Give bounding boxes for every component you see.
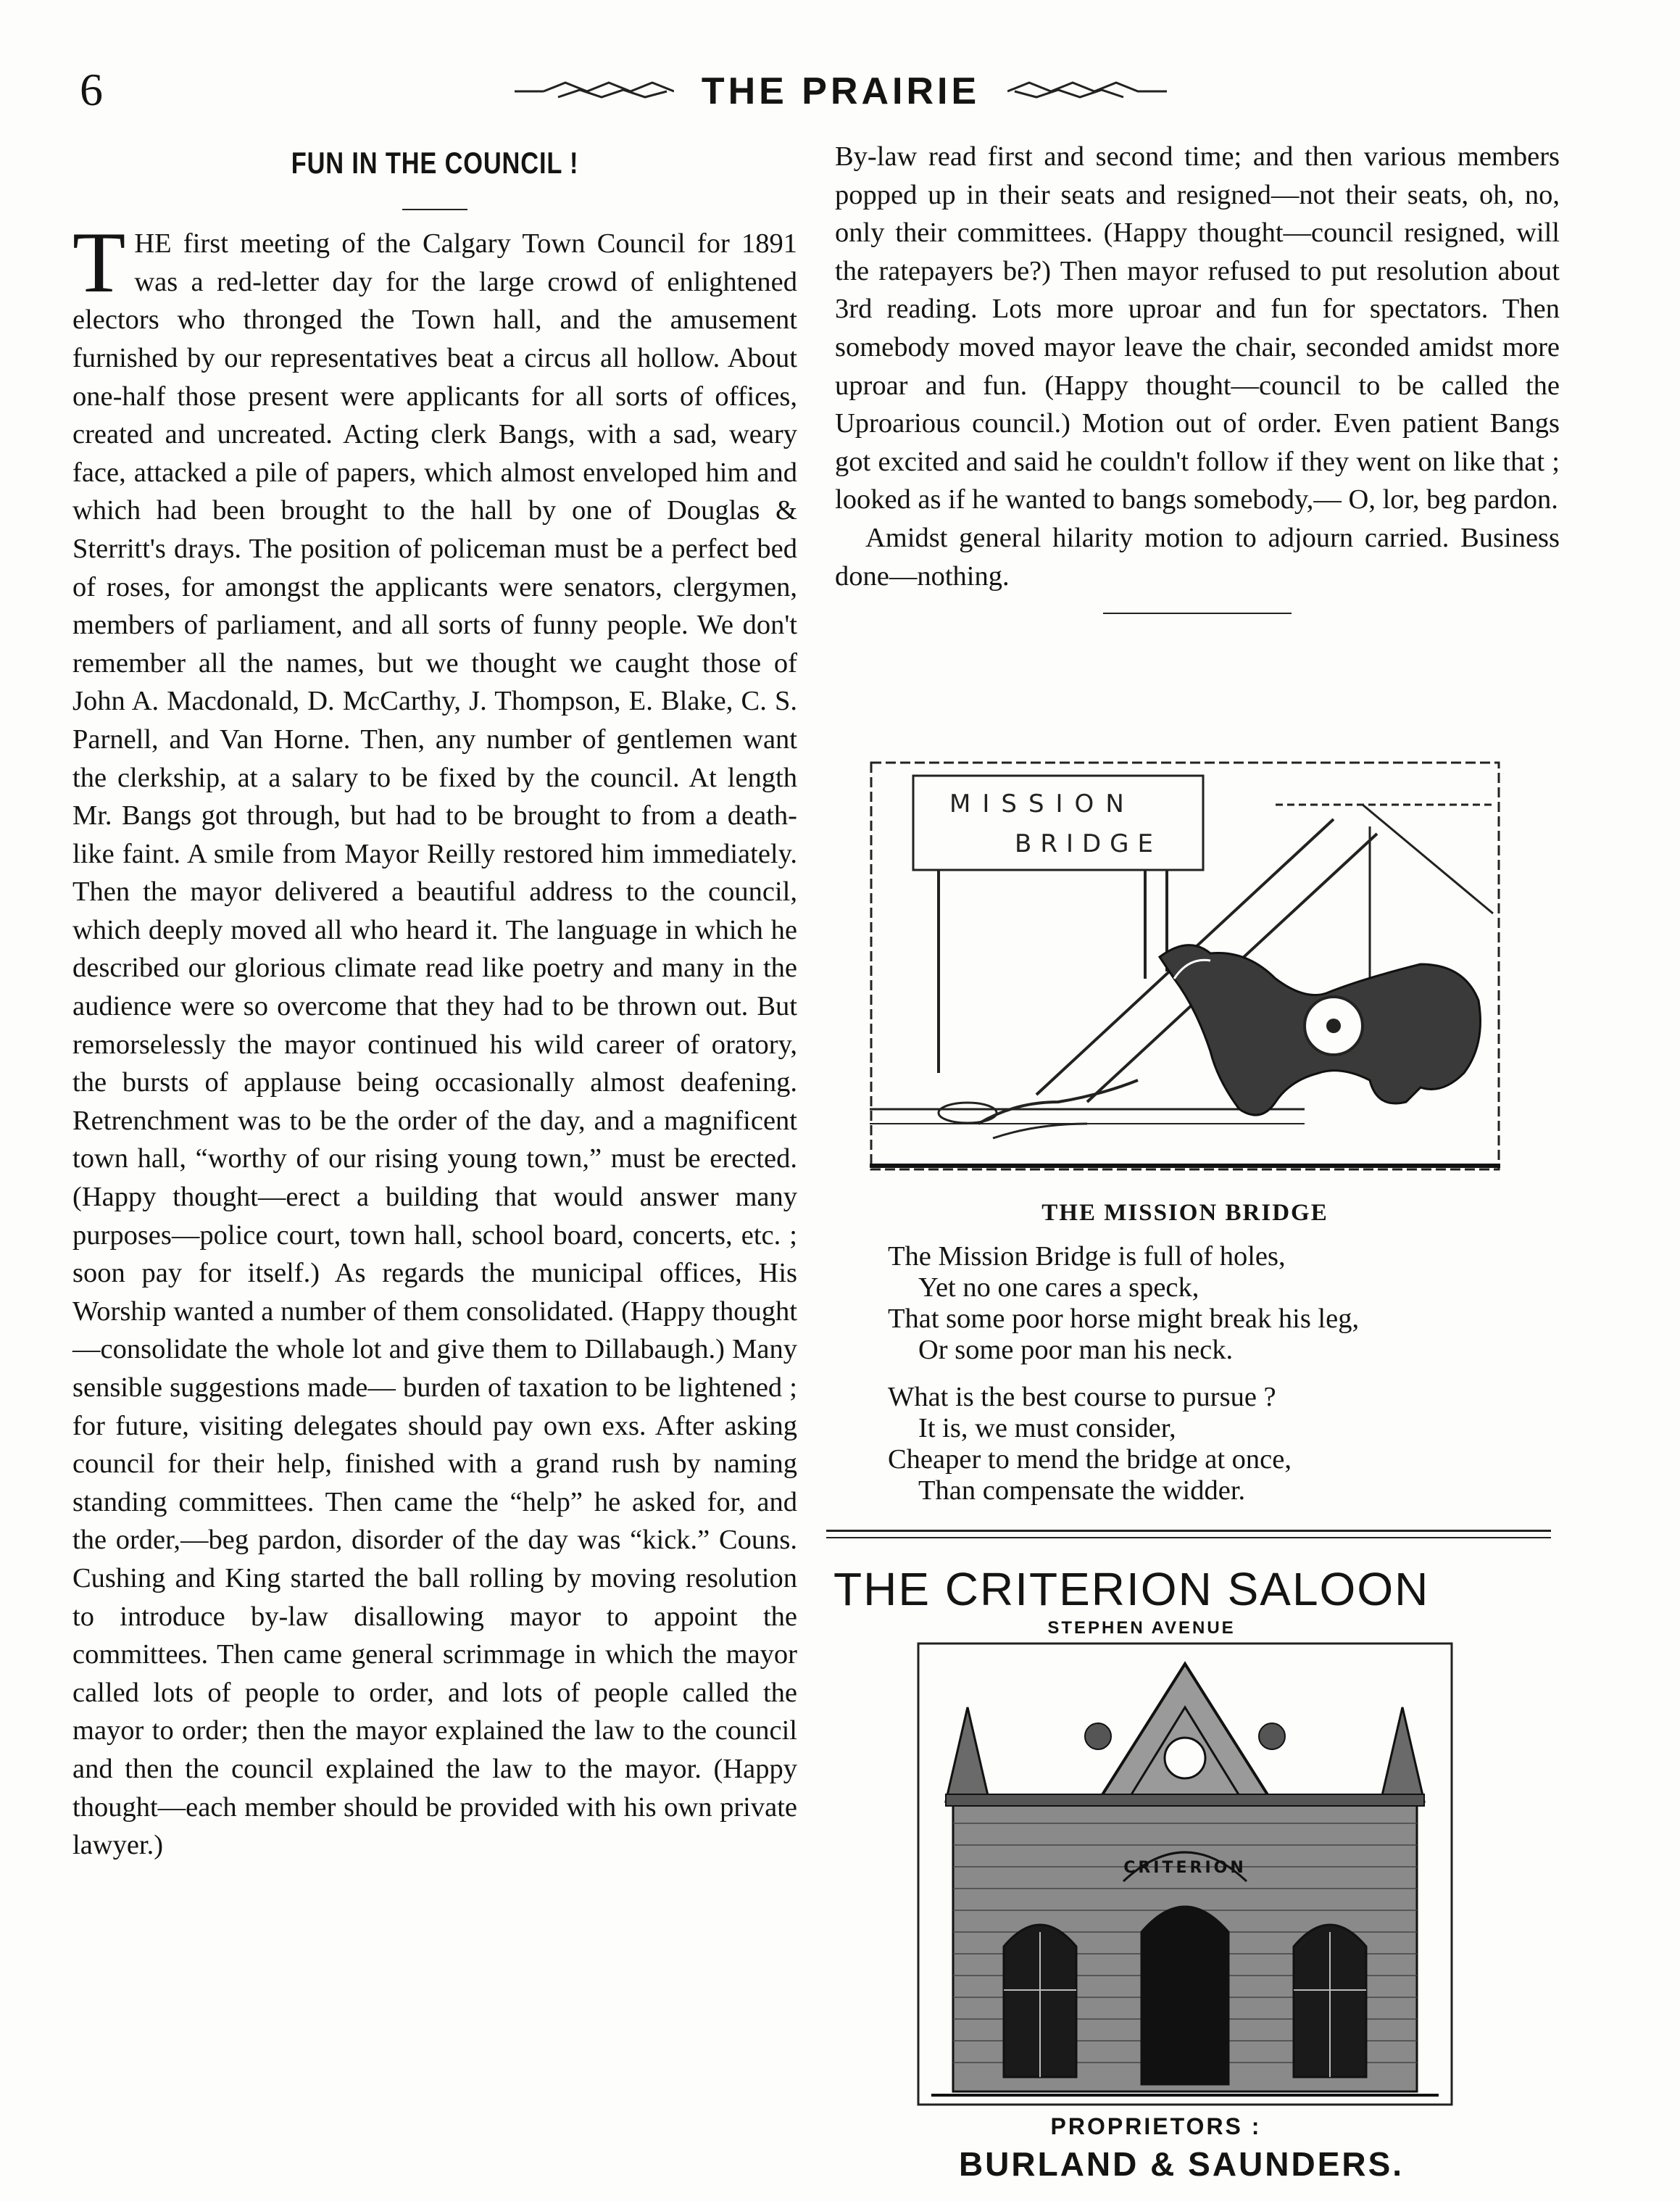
saloon-building-illustration xyxy=(917,1642,1453,2106)
page-header xyxy=(493,67,1189,119)
title-rule xyxy=(402,209,467,210)
article-body-text: HE first meeting of the Calgary Town Council for 1891 was a red-letter day for the large crowd of enlightened electors who thronged the Town hall, and the amusement furnished by our representatives beat a circus all hollow. About one-half those present were applicants for all sorts of offices, created and uncreated. Acting clerk Bangs, with a sad, weary face, attacked a pile of papers, which almost enveloped him and which had been brought to the hall by one of Douglas & Sterritt's drays. The position of policeman must be a perfect bed of roses, for amongst the applicants were senators, clergymen, members of parliament, and all sorts of funny people. We don't remember all the names, but we thought we caught those of John A. Macdonald, D. McCarthy, J. Thompson, E. Blake, C. S. Parnell, and Van Horne. Then, any number of gentlemen want the clerkship, at a salary to be fixed by the council. At length Mr. Bangs got through, but had to be brought to from a death-like faint. A smile from Mayor Reilly restored him immediately. Then the mayor delivered a beautiful address to the council, which deeply moved all who heard it. The language in which he described our glorious climate read like poetry and many in the audience were so overcome that they had to be thrown out. But remorselessly the mayor continued his wild career of oratory, the bursts of applause being occasionally almost deafening. Retrenchment was to be the order of the day, and a magnificent town hall, “worthy of our rising young town,” must be erected. (Happy thought—erect a building that would answer many purposes—police court, town hall, school board, concerts, etc. ; soon pay for itself.) As regards the municipal offices, His Worship wanted a number of them consolidated. (Happy thought —consolidate the whole lot and give them to Dillabaugh.) Many sensible suggestions made— burden of taxation to be lightened ; for future, visiting delegates should pay own exs. After asking council for their help, finished with a grand rush by naming standing committees. Then came the “help” he asked for, and the order,—beg pardon, disorder of the day was “kick.” Couns. Cushing and King started the ball rolling by moving resolution to introduce by-law disallowing mayor to appoint the committees. Then came general scrimmage in which the mayor called lots of people to order, and lots of people called the mayor to order; then the mayor explained the law to the council and then the council explained the law to the mayor. (Happy thought—each member should be provided with his own private lawyer.) xyxy=(72,228,797,1861)
poem-line: Cheaper to mend the bridge at once, xyxy=(888,1444,1292,1475)
page-number: 6 xyxy=(80,64,103,115)
right-flourish-ornament xyxy=(1007,75,1167,104)
article-continued: By-law read first and second time; and then various members popped up in their seats and resigned—not their seats, oh, no, only their committees. (Happy thought—council resigned, will the ratepayers be?) Then mayor refused to put resolution about 3rd reading. Lots more uproar and fun for spectators. Then somebody moved mayor leave the chair, seconded amidst more uproar and fun. (Happy thought—council to be called the Uproarious council.) Motion out of order. Even patient Bangs got excited and said he couldn't follow if they went on like that ; looked as if he wanted to bangs somebody,— O, lor, beg pardon. xyxy=(835,141,1560,515)
drop-cap: T xyxy=(72,214,126,311)
building-sign: CRITERION xyxy=(1123,1859,1247,1877)
poem-line: Or some poor man his neck. xyxy=(918,1335,1234,1365)
poem-line: What is the best course to pursue ? xyxy=(888,1382,1276,1412)
ad-top-rule xyxy=(826,1530,1551,1532)
section-rule xyxy=(1103,613,1292,614)
article-closing: Amidst general hilarity motion to adjourn carried. Business done—nothing. xyxy=(835,522,1560,592)
illustration-caption: THE MISSION BRIDGE xyxy=(1041,1200,1328,1226)
article-left-column xyxy=(72,130,797,1865)
mission-bridge-illustration xyxy=(870,761,1500,1171)
poem-line: Yet no one cares a speck, xyxy=(918,1272,1199,1303)
bridge-sign-line1: MISSION xyxy=(949,789,1136,818)
ad-proprietors-label: PROPRIETORS : xyxy=(1050,2113,1262,2139)
poem-line: That some poor horse might break his leg, xyxy=(888,1303,1360,1334)
poem-stanza xyxy=(888,1382,1526,1506)
article-body xyxy=(72,214,797,1865)
article-title: FUN IN THE COUNCIL ! xyxy=(291,146,579,180)
bridge-sign-line2: BRIDGE xyxy=(1015,829,1162,858)
ad-proprietors-names: BURLAND & SAUNDERS. xyxy=(958,2145,1405,2183)
article-right-column xyxy=(835,138,1560,614)
ad-street: STEPHEN AVENUE xyxy=(1047,1618,1236,1638)
poem-line: The Mission Bridge is full of holes, xyxy=(888,1241,1286,1272)
poem xyxy=(888,1241,1526,1522)
poem-line: Than compensate the widder. xyxy=(918,1475,1246,1506)
publication-title: THE PRAIRIE xyxy=(701,70,981,112)
poem-stanza xyxy=(888,1241,1526,1366)
ad-business-name: THE CRITERION SALOON xyxy=(833,1563,1430,1615)
ad-top-rule-thin xyxy=(826,1537,1551,1538)
poem-line: It is, we must consider, xyxy=(918,1413,1176,1443)
